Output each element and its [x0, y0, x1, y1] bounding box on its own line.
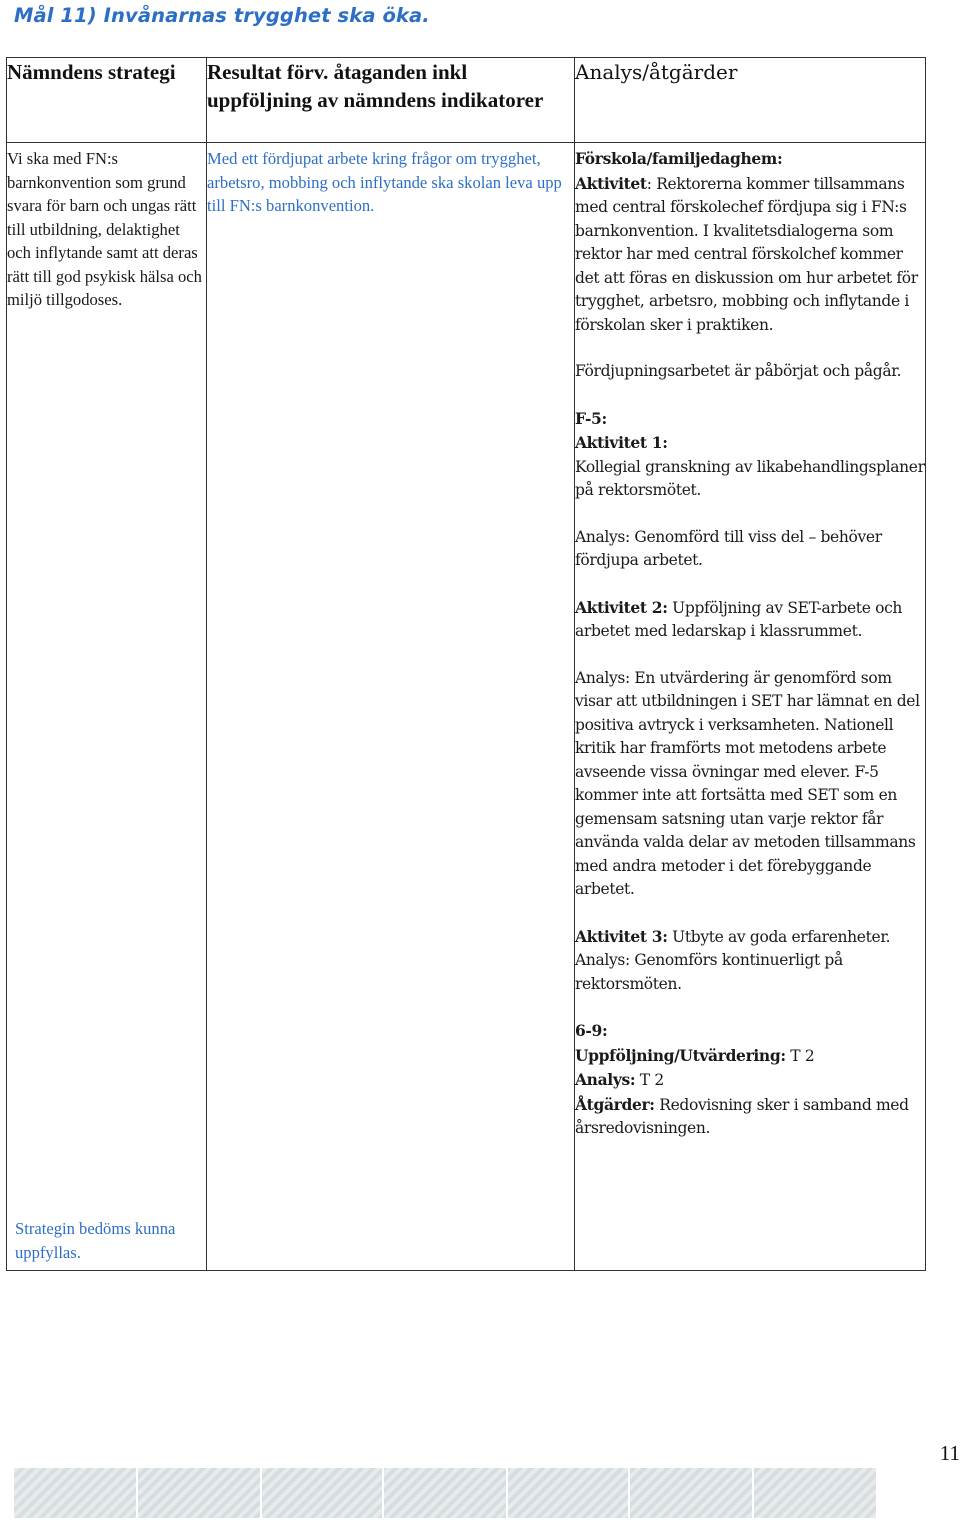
page-heading: Mål 11) Invånarnas trygghet ska öka.: [14, 4, 430, 27]
analysis-f5-activity1-analysis: Analys: Genomförd till viss del – behöver fördjupa arbetet.: [575, 527, 882, 569]
analysis-f5-activity2-text: Uppföljning av SET-arbete och arbetet med ledarskap i klassrummet.: [575, 598, 903, 640]
analysis-cell: [575, 143, 926, 1271]
analysis-progress: Fördjupningsarbetet är påbörjat och pågår.: [575, 362, 902, 380]
analysis-preschool-title: Förskola/familjedaghem:: [575, 149, 783, 168]
header-strategy: Nämndens strategi: [7, 60, 176, 84]
goal-table: [6, 57, 926, 1271]
analysis-69-analys-text: T 2: [635, 1071, 664, 1089]
analysis-69: [575, 1019, 925, 1141]
header-analysis: Analys/åtgärder: [575, 60, 738, 84]
analysis-text: [575, 147, 925, 1141]
result-text: Med ett fördjupat arbete kring frågor om trygghet, arbetsro, mobbing och inflytande ska skolan leva upp till FN:s barnkonvention.: [207, 149, 562, 215]
analysis-69-analys-label: Analys:: [575, 1070, 636, 1089]
analysis-f5-activity3-text: Utbyte av goda erfarenheter.: [667, 927, 891, 946]
strategy-assessment: Strategin bedöms kunna uppfyllas.: [15, 1219, 176, 1262]
analysis-69-followup-label: Uppföljning/Utvärdering:: [575, 1045, 786, 1065]
analysis-f5-activity3-label: Aktivitet 3:: [575, 926, 668, 946]
content-row: [7, 143, 926, 1271]
analysis-f5-activity3: [575, 925, 925, 997]
strategy-cell: [7, 143, 207, 1271]
analysis-f5-activity1-text: Kollegial granskning av likabehandlingsplaner på rektorsmötet.: [575, 457, 925, 499]
analysis-f5-activity2: [575, 596, 925, 644]
analysis-69-followup-text: T 2: [785, 1046, 815, 1065]
analysis-69-measures-text: Redovisning sker i samband med årsredovisningen.: [575, 1095, 909, 1137]
analysis-f5-activity2-analysis: Analys: En utvärdering är genomförd som visar att utbildningen i SET har lämnat en del positiva avtryck i verksamheten. Nationell kritik har framförts mot metodens arbete avseende vissa övningar med elever. F-5 kommer inte att fortsätta med SET som en gemensam satsning utan varje rektor får använda valda delar av metoden tillsammans med andra metoder i det förebyggande arbetet.: [575, 668, 920, 898]
header-result: Resultat förv. åtaganden inkl uppföljning av nämndens indikatorer: [207, 60, 544, 112]
header-analysis-cell: [575, 58, 926, 143]
header-result-cell: [207, 58, 575, 143]
analysis-f5-title: F-5:: [575, 408, 607, 428]
header-strategy-cell: [7, 58, 207, 143]
analysis-preschool: [575, 147, 925, 337]
result-cell: [207, 143, 575, 1271]
analysis-f5-activity2-label: Aktivitet 2:: [575, 597, 668, 617]
footer-decoration: [14, 1468, 876, 1518]
page-number: 11: [939, 1441, 960, 1465]
analysis-f5-activity3-analysis: Analys: Genomförs kontinuerligt på rektorsmöten.: [575, 951, 843, 993]
analysis-preschool-text: : Rektorerna kommer tillsammans med central förskolechef fördjupa sig i FN:s barnkonvention. I kvalitetsdialogerna som rektor har med central förskolchef kommer det att föras en diskussion om hur arbetet för trygghet, arbetsro, mobbing och inflytande i förskolan sker i praktiken.: [575, 174, 918, 334]
analysis-69-title: 6-9:: [575, 1021, 608, 1040]
analysis-69-measures-label: Åtgärder:: [575, 1094, 655, 1114]
analysis-preschool-activity-label: Aktivitet: [575, 173, 647, 193]
analysis-f5: [575, 407, 925, 503]
strategy-text: Vi ska med FN:s barnkonvention som grund svara för barn och ungas rätt till utbildning, delaktighet och inflytande samt att deras rätt till god psykisk hälsa och miljö tillgodoses.: [7, 149, 202, 309]
analysis-f5-activity1-label: Aktivitet 1:: [575, 433, 668, 452]
header-row: [7, 58, 926, 143]
